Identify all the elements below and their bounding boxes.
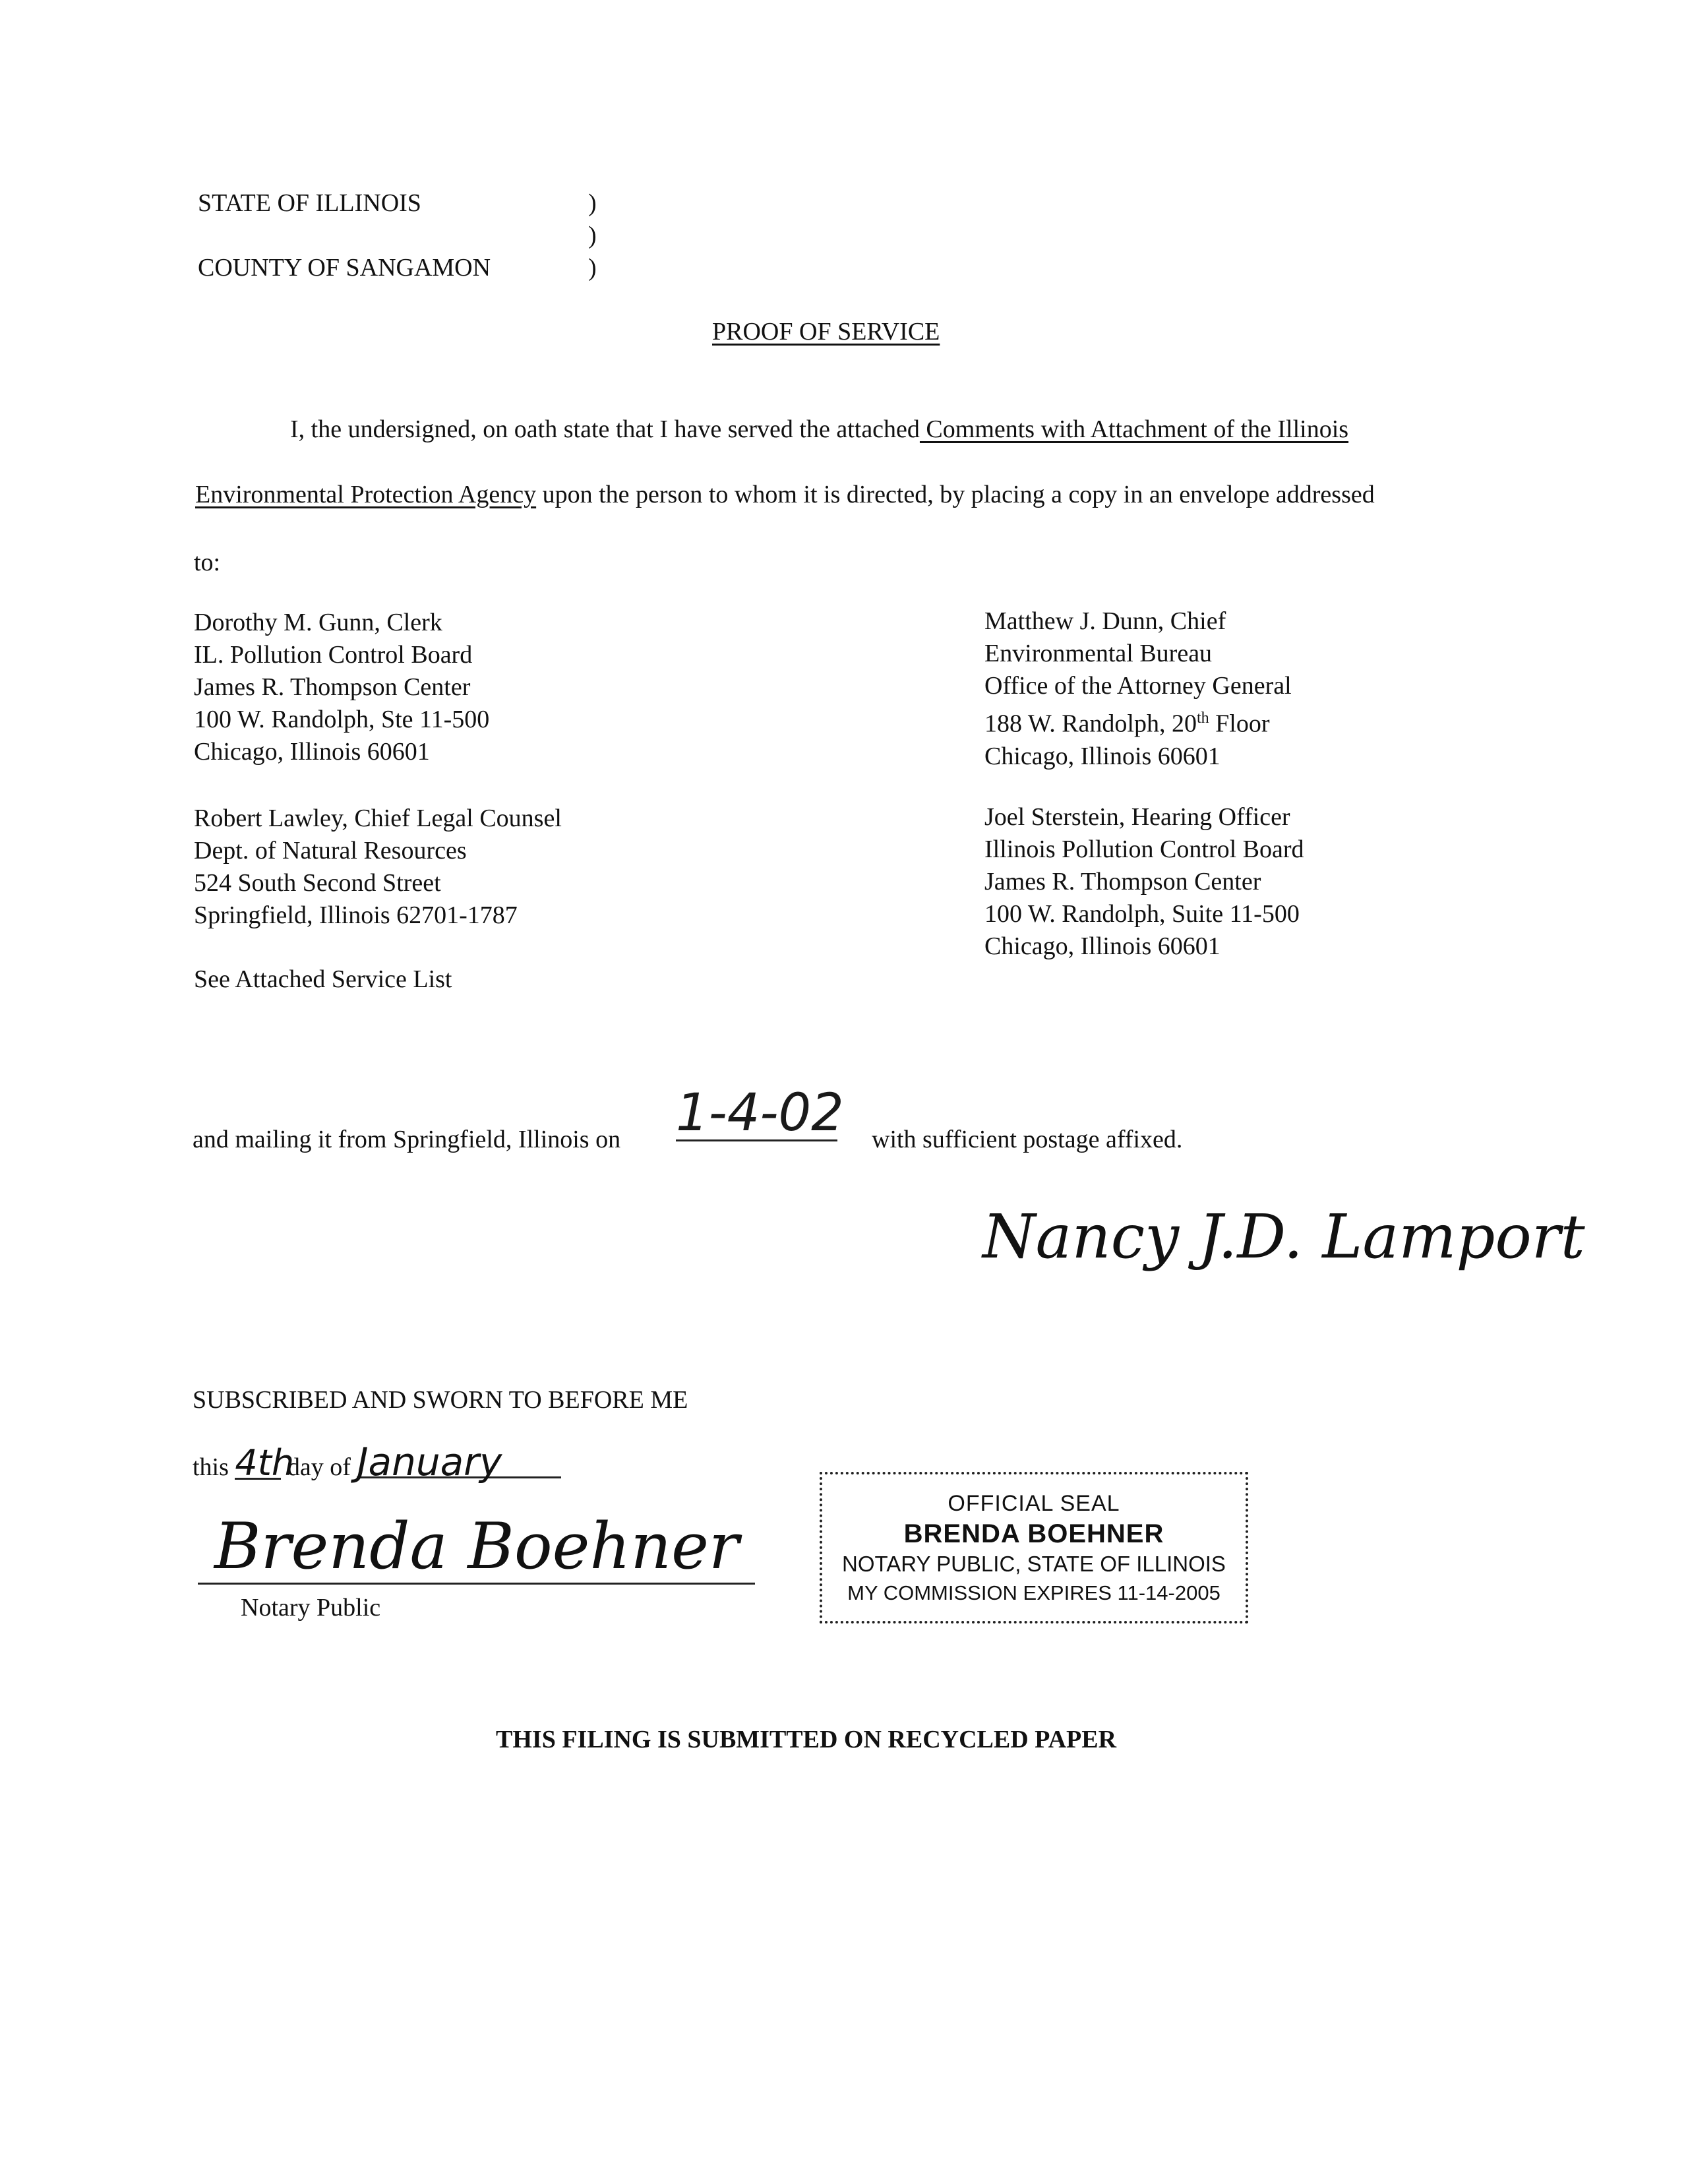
body-line-1-text: I, the undersigned, on oath state that I have served the attached bbox=[290, 415, 920, 443]
address-line: 524 South Second Street bbox=[194, 869, 441, 897]
venue-paren: ) bbox=[588, 222, 597, 249]
mailing-suffix: with sufficient postage affixed. bbox=[872, 1126, 1183, 1153]
address-line: 100 W. Randolph, Ste 11-500 bbox=[194, 706, 490, 733]
ordinal-suffix: th bbox=[1196, 710, 1209, 727]
recipient-address bbox=[194, 607, 489, 768]
address-line: Robert Lawley, Chief Legal Counsel bbox=[194, 804, 562, 832]
venue-county: COUNTY OF SANGAMON bbox=[198, 254, 491, 282]
notary-date-line bbox=[193, 1440, 561, 1484]
address-line: Dorothy M. Gunn, Clerk bbox=[194, 609, 442, 636]
day-of-label: day of bbox=[287, 1453, 351, 1481]
recipient-address bbox=[984, 801, 1304, 963]
day-handwritten: 4th bbox=[235, 1442, 295, 1484]
address-line: Springfield, Illinois 62701-1787 bbox=[194, 901, 518, 929]
seal-name: BRENDA BOEHNER bbox=[903, 1519, 1164, 1548]
address-line: Chicago, Illinois 60601 bbox=[984, 932, 1221, 960]
venue-paren: ) bbox=[588, 189, 597, 217]
venue-paren: ) bbox=[588, 254, 597, 282]
address-line: Joel Sterstein, Hearing Officer bbox=[984, 803, 1290, 831]
recipient-address bbox=[194, 803, 562, 932]
address-line: James R. Thompson Center bbox=[984, 868, 1261, 895]
document-name-part-1: Comments with Attachment of the Illinois bbox=[919, 415, 1349, 443]
sworn-statement: SUBSCRIBED AND SWORN TO BEFORE ME bbox=[193, 1386, 688, 1414]
address-line-floor bbox=[984, 702, 1292, 741]
address-floor: Floor bbox=[1209, 710, 1270, 738]
address-line: Illinois Pollution Control Board bbox=[984, 835, 1304, 863]
body-line-2 bbox=[195, 479, 1375, 511]
seal-commission-expiry: MY COMMISSION EXPIRES 11-14-2005 bbox=[847, 1581, 1221, 1604]
official-seal-stamp bbox=[820, 1472, 1248, 1623]
address-line: James R. Thompson Center bbox=[194, 673, 471, 701]
notary-signature: Brenda Boehner bbox=[198, 1510, 755, 1585]
address-line: IL. Pollution Control Board bbox=[194, 641, 473, 669]
body-to: to: bbox=[194, 549, 221, 576]
address-line: Chicago, Illinois 60601 bbox=[984, 742, 1221, 770]
address-line: Dept. of Natural Resources bbox=[194, 837, 467, 864]
seal-notary-state: NOTARY PUBLIC, STATE OF ILLINOIS bbox=[842, 1552, 1226, 1576]
mailing-prefix: and mailing it from Springfield, Illinois on bbox=[193, 1126, 621, 1153]
address-street: 188 W. Randolph, 20 bbox=[984, 710, 1197, 738]
this-label: this bbox=[193, 1453, 229, 1481]
body-line-1 bbox=[290, 414, 1348, 446]
notary-public-label: Notary Public bbox=[241, 1594, 381, 1622]
recycled-paper-notice: THIS FILING IS SUBMITTED ON RECYCLED PAPER bbox=[496, 1726, 1117, 1753]
address-line: 100 W. Randolph, Suite 11-500 bbox=[984, 900, 1300, 928]
seal-title: OFFICIAL SEAL bbox=[948, 1491, 1120, 1516]
signer-signature: Nancy J.D. Lamport bbox=[982, 1201, 1585, 1272]
document-title: PROOF OF SERVICE bbox=[712, 318, 940, 346]
address-line: Matthew J. Dunn, Chief bbox=[984, 607, 1226, 635]
see-attached-service-list: See Attached Service List bbox=[194, 965, 452, 993]
body-line-2-text: upon the person to whom it is directed, by placing a copy in an envelope addressed bbox=[536, 481, 1375, 508]
address-line: Environmental Bureau bbox=[984, 640, 1213, 667]
recipient-address bbox=[984, 605, 1292, 773]
document-name-part-2: Environmental Protection Agency bbox=[195, 481, 537, 508]
address-line: Office of the Attorney General bbox=[984, 672, 1292, 700]
venue-state: STATE OF ILLINOIS bbox=[198, 189, 421, 217]
mailing-date-handwritten: 1-4-02 bbox=[676, 1083, 844, 1143]
address-line: Chicago, Illinois 60601 bbox=[194, 738, 430, 766]
month-handwritten: January bbox=[357, 1447, 561, 1478]
